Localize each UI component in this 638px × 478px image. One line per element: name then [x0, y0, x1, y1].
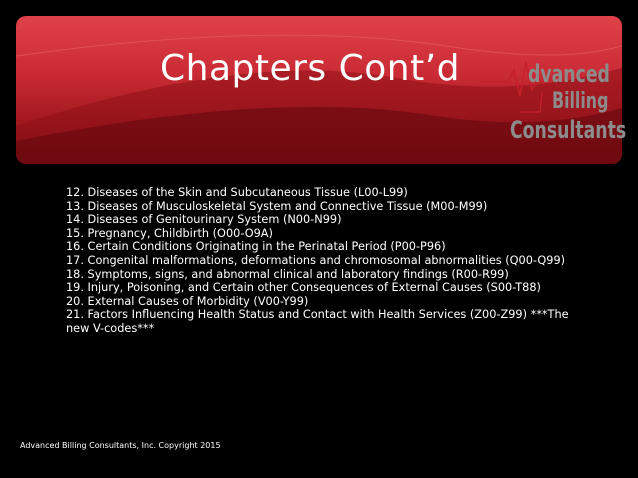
list-item: 20. External Causes of Morbidity (V00-Y99): [66, 294, 309, 308]
logo-line-advanced: dvanced: [528, 60, 610, 88]
logo-line-consultants: Consultants: [510, 116, 627, 144]
copyright-footer: Advanced Billing Consultants, Inc. Copyright 2015: [20, 441, 221, 450]
logo-line-billing: Billing: [552, 89, 609, 114]
list-item: 21. Factors Influencing Health Status and Contact with Health Services (Z00-Z99) ***The new V-codes***: [66, 308, 569, 335]
list-item: 16. Certain Conditions Originating in the Perinatal Period (P00-P96): [66, 240, 446, 254]
company-logo: [480, 56, 627, 148]
list-item: 19. Injury, Poisoning, and Certain other Consequences of External Causes (S00-T88): [66, 281, 541, 295]
list-item: 17. Congenital malformations, deformations and chromosomal abnormalities (Q00-Q99): [66, 253, 566, 267]
list-item: 14. Diseases of Genitourinary System (N00-N99): [66, 213, 342, 227]
list-item: 18. Symptoms, signs, and abnormal clinical and laboratory findings (R00-R99): [66, 267, 509, 281]
list-item: 15. Pregnancy, Childbirth (O00-O9A): [66, 226, 273, 240]
slide-title: Chapters Cont’d: [160, 48, 461, 89]
list-item: 13. Diseases of Musculoskeletal System and Connective Tissue (M00-M99): [66, 199, 488, 213]
list-item: 12. Diseases of the Skin and Subcutaneous Tissue (L00-L99): [66, 186, 408, 199]
chapter-list: [66, 186, 576, 336]
